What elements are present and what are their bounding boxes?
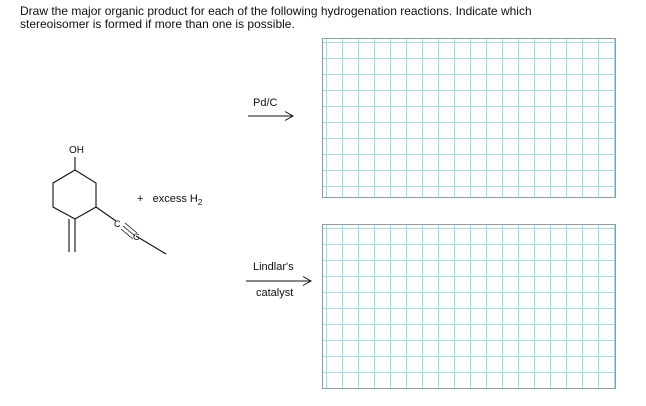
alkyne-carbon-label-2: C (133, 232, 140, 242)
question-line-1: Draw the major organic product for each of the following hydrogenation reactions. Indicate which (20, 4, 532, 18)
catalyst-label: catalyst (256, 287, 294, 299)
excess-h2-text: excess H (152, 193, 198, 205)
question-line-2: stereoisomer is formed if more than one is possible. (20, 16, 295, 31)
oh-label: OH (69, 145, 84, 156)
question-text (20, 5, 620, 30)
h2-subscript: 2 (197, 198, 203, 208)
answer-drawing-area-1[interactable] (322, 38, 616, 198)
co-reagent (137, 193, 202, 207)
lindlar-label: Lindlar's (253, 261, 294, 273)
reaction-arrow-1 (247, 110, 297, 122)
pd-c-label: Pd/C (253, 97, 278, 109)
reaction-arrow-2 (245, 275, 315, 287)
answer-drawing-area-2[interactable] (322, 224, 616, 389)
plus-sign: + (137, 193, 144, 205)
alkyne-carbon-label-1: C (114, 219, 121, 229)
